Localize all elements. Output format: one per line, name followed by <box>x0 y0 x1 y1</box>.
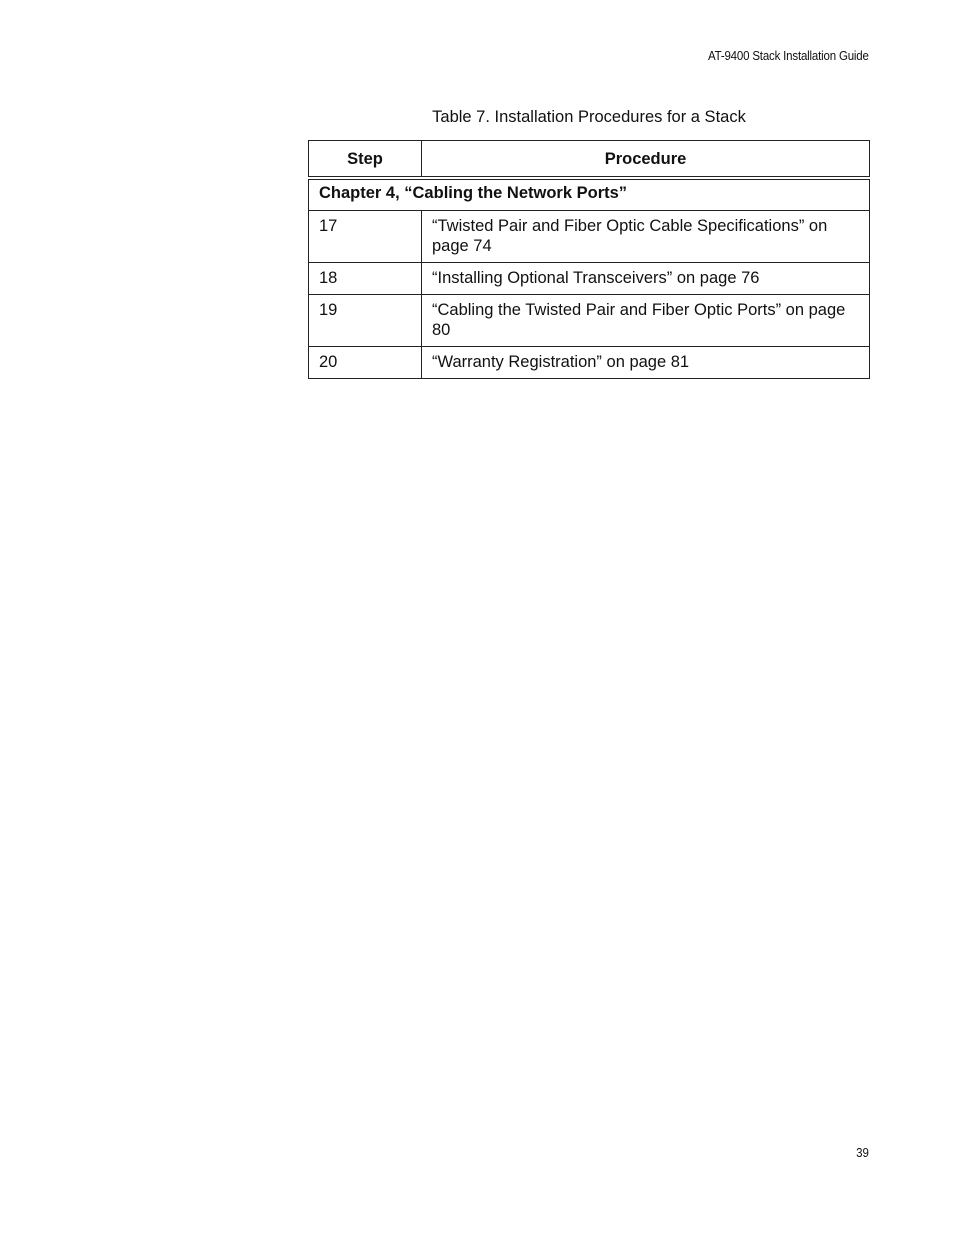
column-header-step: Step <box>309 141 422 179</box>
step-cell: 17 <box>309 211 422 263</box>
step-cell: 18 <box>309 263 422 295</box>
step-cell: 20 <box>309 347 422 379</box>
table-row <box>309 263 870 295</box>
table-row <box>309 211 870 263</box>
table-header-row <box>309 141 870 179</box>
column-header-procedure: Procedure <box>422 141 870 179</box>
procedure-cell: “Twisted Pair and Fiber Optic Cable Specifications” on page 74 <box>422 211 870 263</box>
procedure-cell: “Installing Optional Transceivers” on page 76 <box>422 263 870 295</box>
page-number: 39 <box>856 1146 869 1160</box>
running-header: AT-9400 Stack Installation Guide <box>708 49 869 63</box>
procedure-cell: “Warranty Registration” on page 81 <box>422 347 870 379</box>
section-title: Chapter 4, “Cabling the Network Ports” <box>309 178 870 211</box>
table-row <box>309 295 870 347</box>
procedure-cell: “Cabling the Twisted Pair and Fiber Optic Ports” on page 80 <box>422 295 870 347</box>
installation-procedures-table <box>308 140 870 379</box>
section-row <box>309 178 870 211</box>
step-cell: 19 <box>309 295 422 347</box>
table-caption: Table 7. Installation Procedures for a Stack <box>432 108 746 126</box>
table-row <box>309 347 870 379</box>
